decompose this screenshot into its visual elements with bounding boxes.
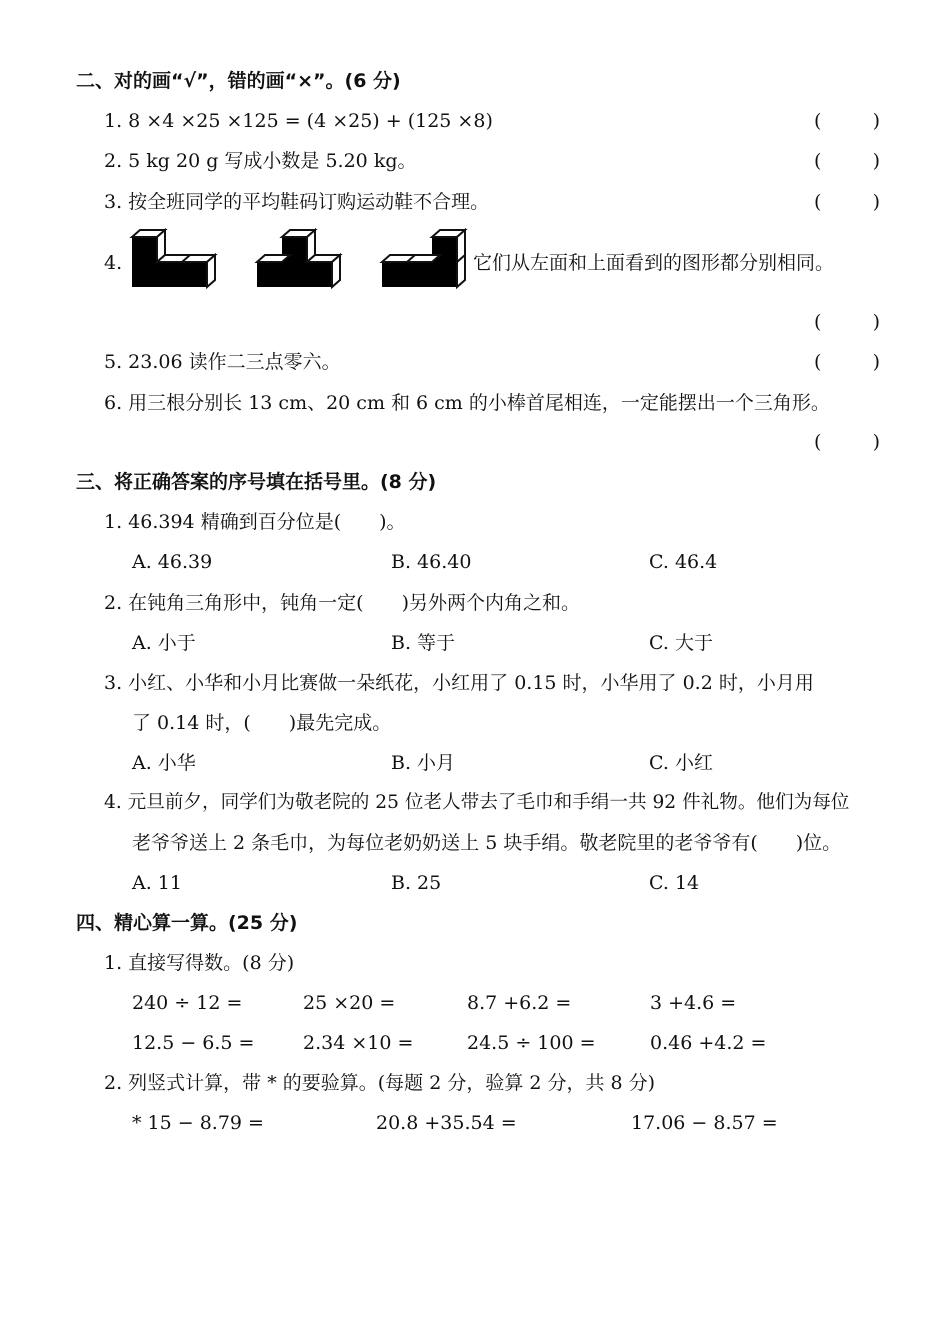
calc-item: 2.34 ×10 = [303,1032,414,1054]
calc-item: 20.8 +35.54 = [376,1112,517,1134]
option-b[interactable]: B. 46.40 [391,551,472,573]
calc-item: 12.5 − 6.5 = [132,1032,255,1054]
calc-item: 8.7 +6.2 = [467,992,572,1014]
question-2-1: 1. 8 ×4 ×25 ×125 = (4 ×25) + (125 ×8) [104,110,493,132]
answer-bracket[interactable]: ( ) [814,431,880,453]
option-c[interactable]: C. 46.4 [649,551,718,573]
question-3-2: 2. 在钝角三角形中，钝角一定( )另外两个内角之和。 [104,592,580,614]
subquestion-4-2: 2. 列竖式计算，带 * 的要验算。(每题 2 分，验算 2 分，共 8 分) [104,1072,656,1094]
calc-item: * 15 − 8.79 = [132,1112,264,1134]
option-b[interactable]: B. 等于 [391,632,456,654]
question-2-4-number: 4. [104,252,123,274]
answer-bracket[interactable]: ( ) [814,110,880,132]
option-c[interactable]: C. 小红 [649,752,713,774]
calc-item: 24.5 ÷ 100 = [467,1032,596,1054]
answer-bracket[interactable]: ( ) [814,150,880,172]
question-2-4: 它们从左面和上面看到的图形都分别相同。 [473,252,835,274]
option-b[interactable]: B. 25 [391,872,442,894]
calc-item: 0.46 +4.2 = [650,1032,767,1054]
subquestion-4-1: 1. 直接写得数。(8 分) [104,952,295,974]
question-3-3-line-1: 3. 小红、小华和小月比赛做一朵纸花，小红用了 0.15 时，小华用了 0.2 时，小月用 [104,672,814,694]
option-a[interactable]: A. 小华 [132,752,196,774]
calc-item: 3 +4.6 = [650,992,737,1014]
section-3-title: 三、将正确答案的序号填在括号里。(8 分) [76,471,437,493]
answer-bracket[interactable]: ( ) [814,191,880,213]
calc-item: 17.06 − 8.57 = [631,1112,778,1134]
question-2-5: 5. 23.06 读作二三点零六。 [104,351,341,373]
section-4-title: 四、精心算一算。(25 分) [76,912,298,934]
question-3-1: 1. 46.394 精确到百分位是( )。 [104,511,406,533]
cube-figure-3 [378,228,473,292]
answer-bracket[interactable]: ( ) [814,311,880,333]
answer-bracket[interactable]: ( ) [814,351,880,373]
option-b[interactable]: B. 小月 [391,752,456,774]
option-a[interactable]: A. 11 [132,872,182,894]
section-2-title: 二、对的画“√”，错的画“×”。(6 分) [76,70,401,92]
cube-figure-1 [128,228,223,292]
question-2-3: 3. 按全班同学的平均鞋码订购运动鞋不合理。 [104,191,490,213]
question-2-6: 6. 用三根分别长 13 cm、20 cm 和 6 cm 的小棒首尾相连，一定能摆出一个三角形。 [104,392,830,414]
option-a[interactable]: A. 46.39 [132,551,213,573]
question-3-3-line-2: 了 0.14 时，( )最先完成。 [132,712,392,734]
option-c[interactable]: C. 14 [649,872,700,894]
calc-item: 240 ÷ 12 = [132,992,243,1014]
option-a[interactable]: A. 小于 [132,632,196,654]
calc-item: 25 ×20 = [303,992,396,1014]
question-3-4-line-1: 4. 元旦前夕，同学们为敬老院的 25 位老人带去了毛巾和手绢一共 92 件礼物。他们为每位 [104,792,850,813]
cube-figure-2 [253,228,348,292]
option-c[interactable]: C. 大于 [649,632,713,654]
question-2-2: 2. 5 kg 20 g 写成小数是 5.20 kg。 [104,150,417,172]
question-3-4-line-2: 老爷爷送上 2 条毛巾，为每位老奶奶送上 5 块手绢。敬老院里的老爷爷有( )位。 [132,832,842,854]
